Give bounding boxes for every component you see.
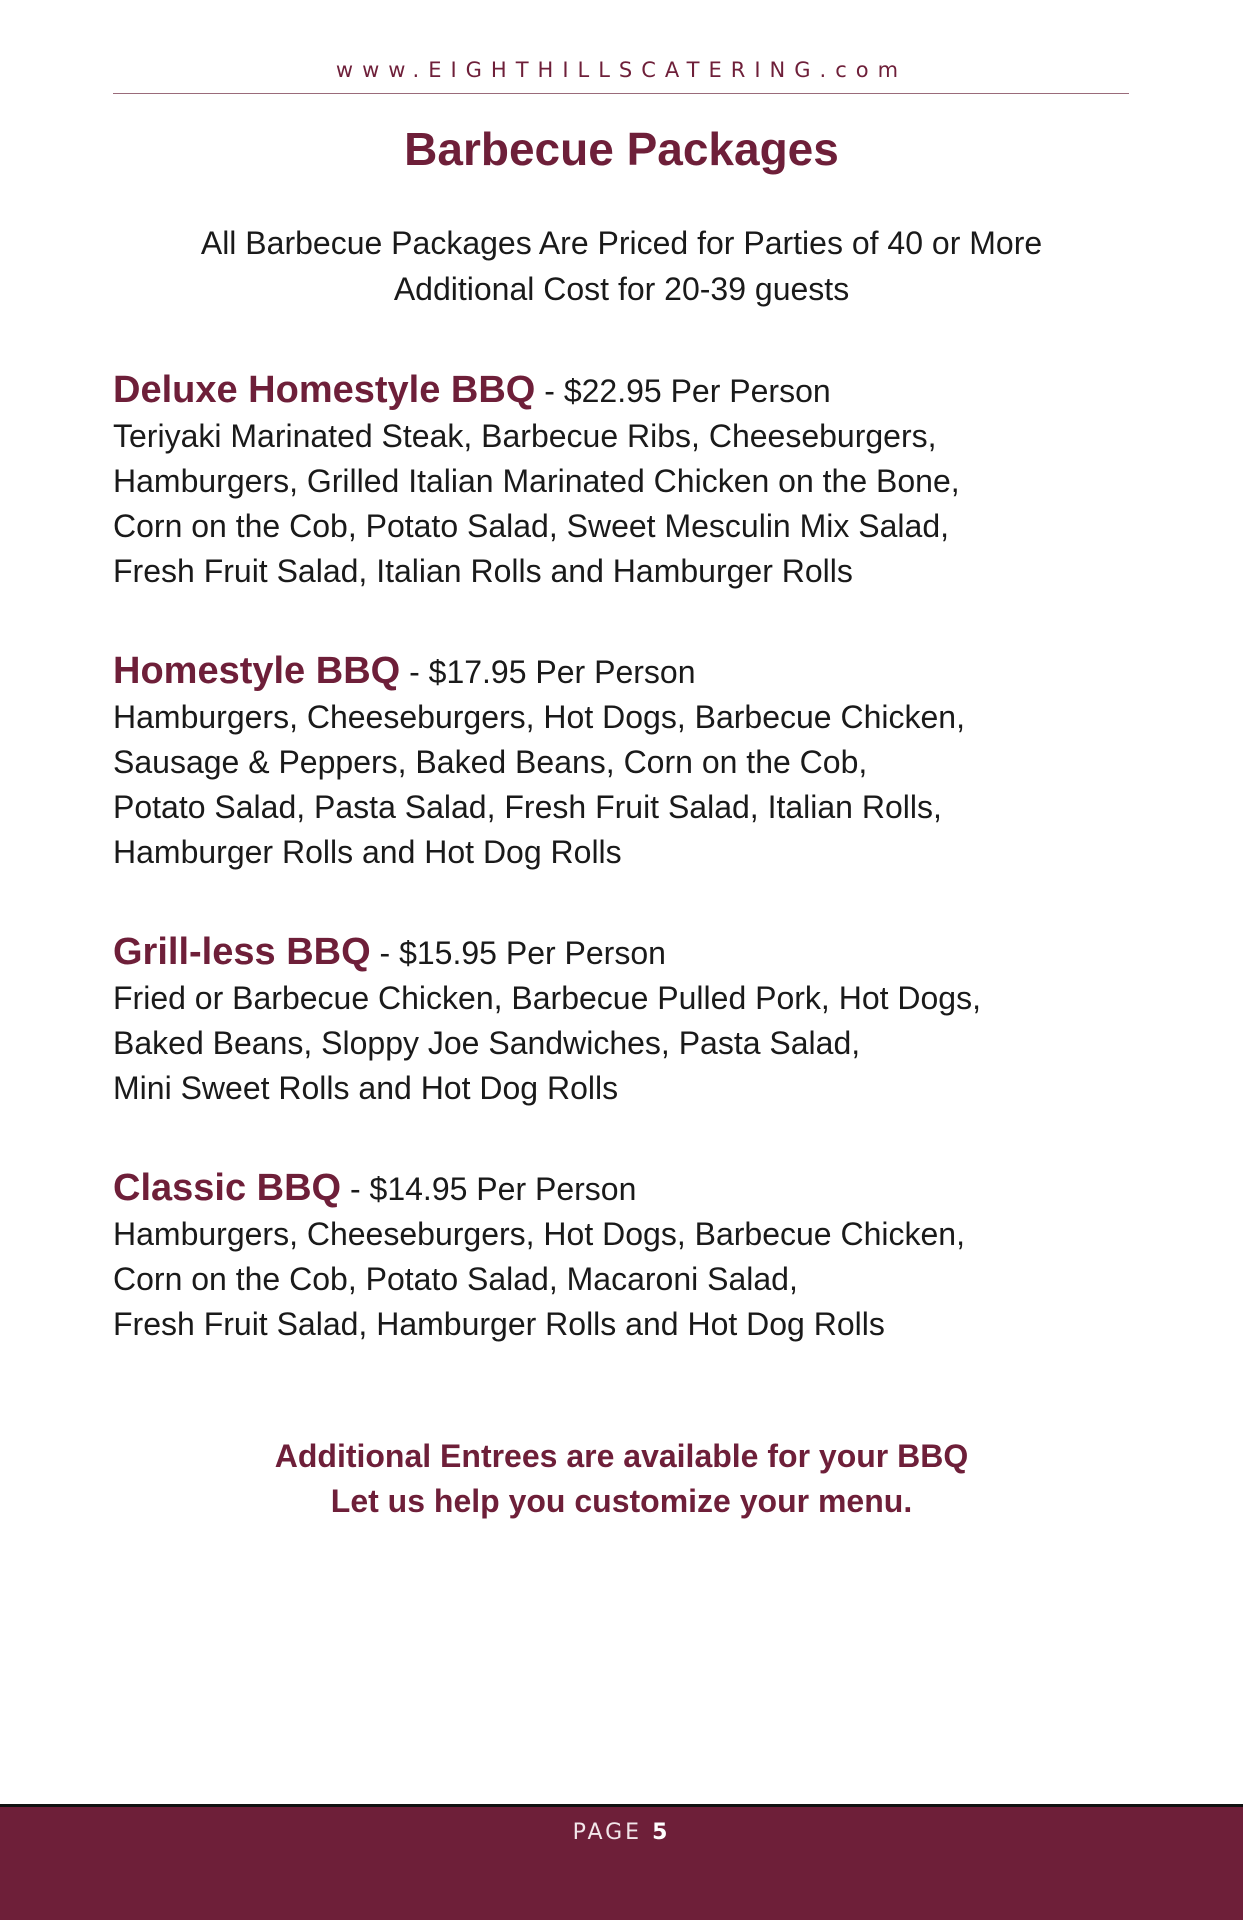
package-deluxe-homestyle — [113, 367, 1163, 594]
package-price: - $22.95 Per Person — [535, 373, 831, 409]
package-item-line: Corn on the Cob, Potato Salad, Macaroni Salad, — [113, 1261, 798, 1297]
package-list — [113, 367, 1163, 1347]
package-item-line: Sausage & Peppers, Baked Beans, Corn on the Cob, — [113, 744, 868, 780]
package-items — [113, 1212, 1163, 1347]
package-grill-less — [113, 929, 1163, 1111]
package-name: Classic BBQ — [113, 1167, 342, 1209]
package-item-line: Mini Sweet Rolls and Hot Dog Rolls — [113, 1070, 619, 1106]
package-item-line: Teriyaki Marinated Steak, Barbecue Ribs, Cheeseburgers, — [113, 418, 937, 454]
pricing-note-line: Additional Cost for 20-39 guests — [393, 271, 850, 307]
closing-note-line: Additional Entrees are available for your BBQ — [274, 1438, 969, 1474]
package-price: - $14.95 Per Person — [341, 1171, 637, 1207]
pricing-note-line: All Barbecue Packages Are Priced for Parties of 40 or More — [200, 225, 1043, 261]
page-title: Barbecue Packages — [404, 123, 839, 175]
package-items — [113, 976, 1163, 1111]
package-name: Grill-less BBQ — [113, 931, 371, 973]
package-price: - $15.95 Per Person — [370, 935, 666, 971]
package-heading — [113, 1165, 1163, 1212]
package-item-line: Fried or Barbecue Chicken, Barbecue Pulled Pork, Hot Dogs, — [113, 980, 981, 1016]
package-homestyle — [113, 648, 1163, 875]
package-name: Homestyle BBQ — [113, 650, 401, 692]
package-item-line: Hamburgers, Grilled Italian Marinated Chicken on the Bone, — [113, 463, 960, 499]
package-item-line: Fresh Fruit Salad, Italian Rolls and Hamburger Rolls — [113, 553, 853, 589]
closing-note-line: Let us help you customize your menu. — [330, 1483, 913, 1519]
package-items — [113, 414, 1163, 594]
pricing-note — [0, 220, 1243, 312]
closing-note — [0, 1434, 1243, 1524]
package-item-line: Hamburgers, Cheeseburgers, Hot Dogs, Barbecue Chicken, — [113, 699, 965, 735]
package-item-line: Hamburger Rolls and Hot Dog Rolls — [113, 834, 622, 870]
package-item-line: Potato Salad, Pasta Salad, Fresh Fruit Salad, Italian Rolls, — [113, 789, 942, 825]
page-label: PAGE — [572, 1820, 653, 1845]
package-item-line: Baked Beans, Sloppy Joe Sandwiches, Pasta Salad, — [113, 1025, 861, 1061]
package-heading — [113, 929, 1163, 976]
package-price: - $17.95 Per Person — [400, 654, 696, 690]
package-items — [113, 695, 1163, 875]
page-number-value: 5 — [652, 1820, 671, 1845]
package-item-line: Corn on the Cob, Potato Salad, Sweet Mesculin Mix Salad, — [113, 508, 949, 544]
package-heading — [113, 367, 1163, 414]
package-item-line: Fresh Fruit Salad, Hamburger Rolls and Hot Dog Rolls — [113, 1306, 885, 1342]
package-classic — [113, 1165, 1163, 1347]
page-number — [0, 1820, 1243, 1845]
site-url: www.EIGHTHILLSCATERING.com — [335, 58, 908, 82]
package-name: Deluxe Homestyle BBQ — [113, 369, 536, 411]
package-item-line: Hamburgers, Cheeseburgers, Hot Dogs, Barbecue Chicken, — [113, 1216, 965, 1252]
package-heading — [113, 648, 1163, 695]
header-divider — [113, 93, 1129, 94]
